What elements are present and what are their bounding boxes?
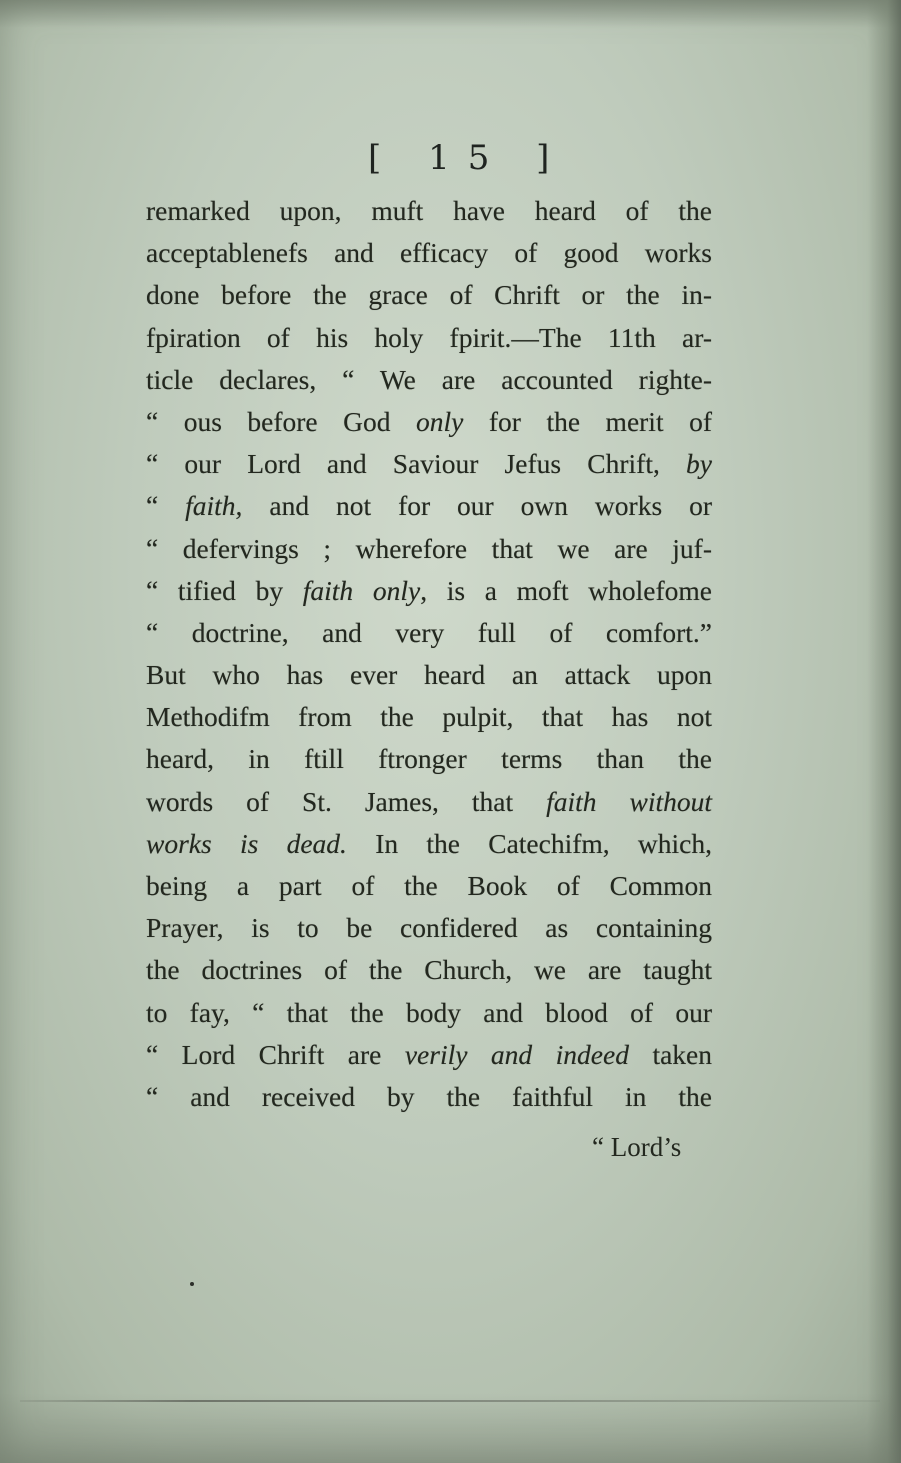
text-run: the doctrines of the Church, we are taught <box>146 954 712 986</box>
text-line <box>146 1076 712 1118</box>
italic-phrase: faith, <box>185 490 243 522</box>
text-run: for the merit of <box>463 405 712 437</box>
text-run: “ <box>146 490 186 522</box>
italic-phrase: faith without <box>546 785 712 817</box>
text-run: Prayer, is to be confidered as containing <box>146 912 712 944</box>
page-right-edge-shadow <box>867 0 901 1463</box>
text-run: “ ous before God <box>146 405 417 437</box>
text-run: “ our Lord and Saviour Jefus Chrift, <box>146 448 687 480</box>
text-line <box>146 654 712 696</box>
text-line <box>146 696 712 738</box>
text-run: fpiration of his holy fpirit.—The 11th ar- <box>146 321 712 353</box>
text-run: “ and received by the faithful in the <box>146 1080 712 1112</box>
text-run: acceptablenefs and efficacy of good works <box>146 237 712 269</box>
ink-speck <box>190 1282 194 1286</box>
text-line <box>146 274 712 316</box>
catchword: “ Lord’s <box>592 1132 682 1162</box>
text-line <box>146 317 712 359</box>
italic-phrase: faith only <box>302 574 421 606</box>
text-run: But who has ever heard an attack upon <box>146 659 712 691</box>
page-number: [ 15 ] <box>368 138 568 178</box>
text-line <box>146 232 712 274</box>
text-line <box>146 1034 712 1076</box>
text-run: “ Lord Chrift are <box>146 1038 405 1070</box>
page-top-shadow <box>0 0 901 28</box>
text-line <box>146 907 712 949</box>
text-run: ticle declares, “ We are accounted righte- <box>146 363 712 395</box>
text-run: “ doctrine, and very full of comfort.” <box>146 616 712 648</box>
paper-crease-line <box>20 1400 880 1402</box>
italic-phrase: by <box>686 448 712 480</box>
text-line <box>146 570 712 612</box>
text-run: “ tified by <box>146 574 303 606</box>
text-line <box>146 949 712 991</box>
text-line <box>146 443 712 485</box>
text-run: to fay, “ that the body and blood of our <box>146 996 712 1028</box>
text-line <box>146 781 712 823</box>
text-run: being a part of the Book of Common <box>146 870 712 901</box>
text-run: “ defervings ; wherefore that we are juf- <box>146 532 712 564</box>
italic-phrase: only <box>416 405 464 437</box>
text-line <box>146 612 712 654</box>
page-bottom-shadow <box>0 1393 901 1463</box>
text-run: , is a moft wholefome <box>420 574 712 606</box>
text-run: heard, in ftill ftronger terms than the <box>146 743 712 775</box>
text-line <box>146 401 712 443</box>
text-line <box>146 359 712 401</box>
text-line <box>146 823 712 865</box>
italic-phrase: verily and indeed <box>404 1038 629 1070</box>
text-line <box>146 190 712 232</box>
text-run: taken <box>628 1038 713 1070</box>
italic-phrase: works is dead. <box>146 827 347 859</box>
body-text <box>146 190 712 1118</box>
text-line <box>146 528 712 570</box>
text-run: Methodifm from the pulpit, that has not <box>146 701 712 733</box>
text-run: and not for our own works or <box>242 490 712 522</box>
text-line <box>146 865 712 907</box>
text-run: remarked upon, muft have heard of the <box>146 195 712 226</box>
text-line <box>146 738 712 780</box>
text-run: done before the grace of Chrift or the in- <box>146 279 712 311</box>
text-line <box>146 485 712 527</box>
text-run: In the Catechifm, which, <box>346 827 713 859</box>
text-run: words of St. James, that <box>146 785 547 817</box>
text-line <box>146 992 712 1034</box>
